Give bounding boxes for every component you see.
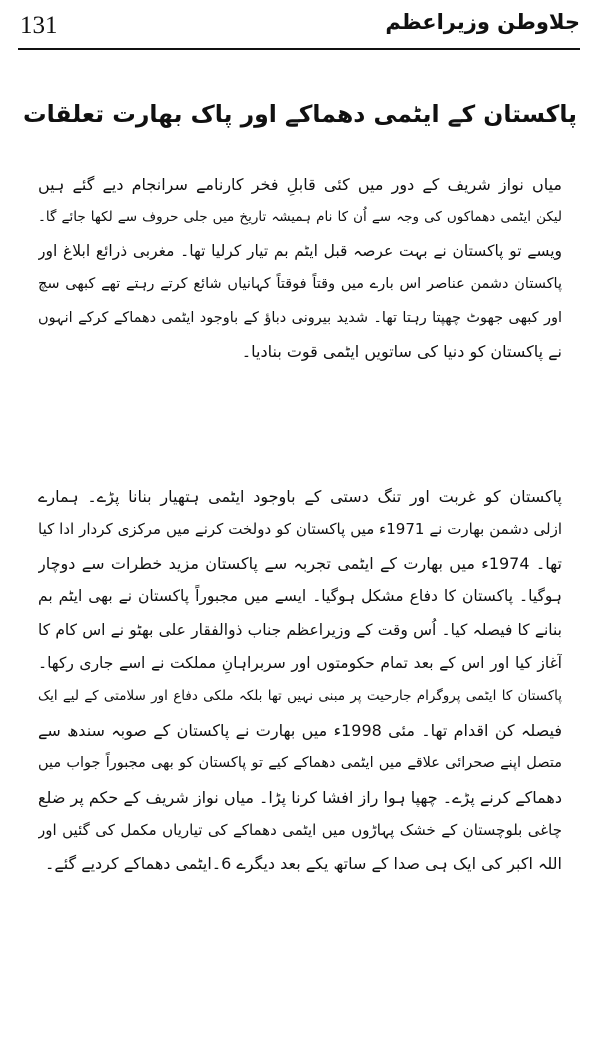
header-divider [18,48,580,50]
text-line: میاں نواز شریف کے دور میں کئی قابلِ فخر کارنامے سرانجام دیے گئے ہیں [38,175,562,194]
text-line: تھا۔ 1974ء میں بھارت کے ایٹمی تجربہ سے پاکستان مزید خطرات سے دوچار [38,553,562,573]
page-header [18,6,580,48]
page-number: 131 [20,12,58,39]
text-line: فیصلہ کن اقدام تھا۔ مئی 1998ء میں بھارت نے پاکستان کے صوبہ سندھ سے [38,720,562,740]
paragraph-1 [38,168,562,368]
running-title: جلاوطن وزیراعظم [385,10,580,34]
text-line: پاکستان کو غربت اور تنگ دستی کے باوجود ایٹمی ہتھیار بنانا پڑے۔ ہمارے [38,487,562,506]
text-line: چاغی بلوچستان کے خشک پہاڑوں میں ایٹمی دھماکے کی تیاریاں مکمل کی گئیں اور [38,820,562,839]
text-line: ویسے تو پاکستان نے بہت عرصہ قبل ایٹم بم تیار کرلیا تھا۔ مغربی ذرائع ابلاغ اور [38,241,562,260]
text-line: اللہ اکبر کی ایک ہی صدا کے ساتھ یکے بعد دیگرے 6۔ایٹمی دھماکے کردیے گئے۔ [44,854,562,874]
text-line: نے پاکستان کو دنیا کی ساتویں ایٹمی قوت بنادیا۔ [241,341,562,361]
text-line: بنانے کا فیصلہ کیا۔ اُس وقت کے وزیراعظم جناب ذوالفقار علی بھٹو نے اس کام کا [38,620,562,639]
text-line: پاکستان کا ایٹمی پروگرام جارحیت پر مبنی نہیں تھا بلکہ ملکی دفاع اور سلامتی کے لیے ایک [38,688,562,705]
text-line: ازلی دشمن بھارت نے 1971ء میں پاکستان کو دولخت کرنے میں مرکزی کردار ادا کیا [38,520,562,539]
text-line: لیکن ایٹمی دھماکوں کی وجہ سے اُن کا نام ہمیشہ تاریخ میں جلی حروف سے لکھا جائے گا۔ [38,209,562,226]
text-line: ہوگیا۔ پاکستان کا دفاع مشکل ہوگیا۔ ایسے میں مجبوراً پاکستان نے بھی ایٹم بم [38,587,562,606]
paragraph-2 [38,480,562,881]
text-line: آغاز کیا اور اس کے بعد تمام حکومتوں اور سربراہانِ مملکت نے اسے جاری رکھا۔ [38,653,562,672]
text-line: دھماکے کرنے پڑے۔ چھپا ہوا راز افشا کرنا پڑا۔ میاں نواز شریف کے حکم پر ضلع [38,787,562,807]
text-line: پاکستان دشمن عناصر اس بارے میں وقتاً فوقتاً کہانیاں شائع کرتے رہتے تھے کبھی سچ [38,276,562,293]
text-line: متصل اپنے صحرائی علاقے میں ایٹمی دھماکے کیے تو پاکستان کو بھی مجبوراً جواب میں [38,755,562,772]
text-line: اور کبھی جھوٹ چھپتا رہتا تھا۔ شدید بیرونی دباؤ کے باوجود ایٹمی دھماکے کرکے انہوں [38,309,562,326]
chapter-title: پاکستان کے ایٹمی دھماکے اور پاک بھارت تعلقات [22,100,578,128]
